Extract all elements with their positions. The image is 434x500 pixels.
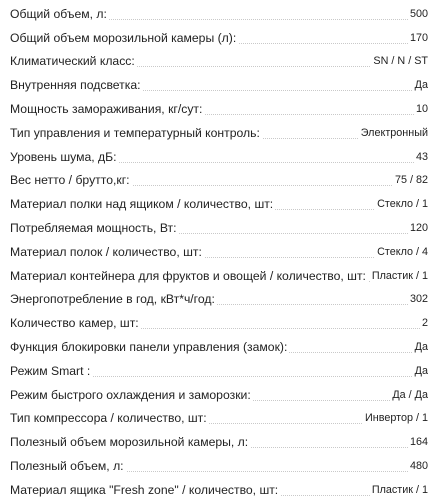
spec-label: Климатический класс:: [10, 54, 137, 71]
spec-row-fresh-zone-drawer: [0, 476, 434, 500]
spec-row-compartments: [0, 309, 434, 333]
spec-row-shelves: [0, 238, 434, 262]
spec-row-compressor: [0, 405, 434, 429]
spec-label: Материал полки над ящиком / количество, шт:: [10, 197, 275, 214]
spec-label: Общий объем, л:: [10, 7, 109, 24]
spec-value: 500: [408, 7, 428, 24]
spec-row-climate-class: [0, 48, 434, 72]
spec-value: Электронный: [359, 126, 428, 143]
spec-row-annual-energy: [0, 286, 434, 310]
spec-label: Материал контейнера для фруктов и овощей / количество, шт:: [10, 269, 368, 286]
spec-label: Вес нетто / брутто,кг:: [10, 173, 132, 190]
spec-label: Режим быстрого охлаждения и заморозки:: [10, 388, 253, 405]
spec-label: Режим Smart :: [10, 364, 92, 381]
spec-value: 43: [414, 150, 428, 167]
spec-row-noise-level: [0, 143, 434, 167]
spec-value: Да: [413, 364, 428, 381]
spec-value: Да: [413, 78, 428, 95]
spec-label: Полезный объем морозильной камеры, л:: [10, 435, 250, 452]
spec-row-freezing-capacity: [0, 95, 434, 119]
spec-label: Мощность замораживания, кг/сут:: [10, 102, 204, 119]
spec-row-usable-volume: [0, 452, 434, 476]
spec-value: Пластик / 1: [370, 483, 428, 500]
spec-label: Полезный объем, л:: [10, 459, 126, 476]
spec-value: SN / N / ST: [371, 54, 428, 71]
spec-row-total-volume: [0, 0, 434, 24]
spec-label: Функция блокировки панели управления (замок):: [10, 340, 289, 357]
spec-row-shelf-above-drawer: [0, 190, 434, 214]
spec-row-interior-light: [0, 71, 434, 95]
spec-label: Тип управления и температурный контроль:: [10, 126, 262, 143]
spec-label: Уровень шума, дБ:: [10, 150, 119, 167]
spec-value: 480: [408, 459, 428, 476]
spec-value: Стекло / 4: [375, 245, 428, 262]
spec-value: Да: [413, 340, 428, 357]
spec-row-panel-lock: [0, 333, 434, 357]
spec-value: Пластик / 1: [370, 269, 428, 286]
spec-value: Да / Да: [390, 388, 428, 405]
spec-label: Материал ящика "Fresh zone" / количество, шт:: [10, 483, 280, 500]
spec-value: 302: [408, 292, 428, 309]
spec-label: Материал полок / количество, шт:: [10, 245, 204, 262]
spec-row-vegetable-container: [0, 262, 434, 286]
spec-label: Внутренняя подсветка:: [10, 78, 143, 95]
spec-label: Количество камер, шт:: [10, 316, 141, 333]
spec-label: Потребляемая мощность, Вт:: [10, 221, 179, 238]
spec-value: 164: [408, 435, 428, 452]
spec-label: Общий объем морозильной камеры (л):: [10, 31, 238, 48]
spec-value: 10: [414, 102, 428, 119]
spec-row-weight: [0, 167, 434, 191]
spec-value: 170: [408, 31, 428, 48]
spec-row-usable-freezer-volume: [0, 428, 434, 452]
spec-row-smart-mode: [0, 357, 434, 381]
spec-value: Инвертор / 1: [363, 411, 428, 428]
spec-value: 2: [420, 316, 428, 333]
spec-value: 120: [408, 221, 428, 238]
spec-value: 75 / 82: [393, 173, 428, 190]
spec-label: Энергопотребление в год, кВт*ч/год:: [10, 292, 217, 309]
spec-value: Стекло / 1: [375, 197, 428, 214]
spec-row-fast-cool-freeze: [0, 381, 434, 405]
spec-row-freezer-volume: [0, 24, 434, 48]
spec-row-power-consumption: [0, 214, 434, 238]
spec-label: Тип компрессора / количество, шт:: [10, 411, 209, 428]
spec-row-control-type: [0, 119, 434, 143]
